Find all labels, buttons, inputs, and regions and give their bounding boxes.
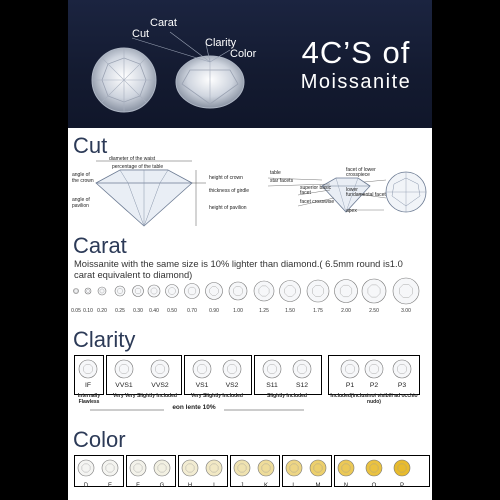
clarity-gem bbox=[393, 360, 411, 378]
cut-label-height-crown: height of crown bbox=[209, 175, 243, 181]
hero-label-color: Color bbox=[230, 48, 257, 60]
clarity-lens-line bbox=[68, 404, 432, 416]
clarity-note-included: Included(inclusinoi visibili ad occhio nudo) bbox=[330, 393, 418, 405]
clarity-grade-label: VS1 bbox=[195, 382, 209, 389]
color-gem bbox=[130, 460, 146, 476]
clarity-gem bbox=[193, 360, 211, 378]
color-grade-label: M bbox=[315, 483, 321, 489]
color-grade-label: L bbox=[292, 483, 296, 489]
color-gem bbox=[102, 460, 118, 476]
cut-label-table: table bbox=[270, 170, 281, 176]
carat-size-row bbox=[68, 275, 432, 315]
carat-gem bbox=[229, 282, 247, 300]
hero-title-line1: 4C’S of bbox=[301, 35, 411, 70]
color-gem bbox=[154, 460, 170, 476]
hero-banner bbox=[68, 0, 432, 128]
color-grade-label: O bbox=[371, 483, 377, 489]
cut-label-apex: apex bbox=[346, 208, 357, 214]
carat-size-label: 0.30 bbox=[133, 308, 143, 314]
carat-gem bbox=[185, 284, 200, 299]
carat-size-label: 0.20 bbox=[97, 308, 107, 314]
clarity-grade-label: VVS2 bbox=[151, 382, 169, 389]
carat-size-label: 2.50 bbox=[369, 308, 379, 314]
carat-description: Moissanite with the same size is 10% lighter than diamond.( 6.5mm round is1.0 carat equivalent to diamond) bbox=[74, 258, 403, 280]
carat-gem bbox=[362, 279, 386, 303]
clarity-grade-label: S11 bbox=[266, 382, 278, 389]
clarity-note-si: Slightly Included bbox=[266, 393, 307, 399]
clarity-title: Clarity bbox=[73, 327, 136, 352]
clarity-grade-label: S12 bbox=[295, 382, 309, 389]
hero-title bbox=[286, 36, 426, 94]
color-gem bbox=[78, 460, 94, 476]
color-grade-label: I bbox=[213, 483, 215, 489]
carat-title: Carat bbox=[73, 233, 127, 258]
clarity-gem bbox=[263, 360, 281, 378]
hero-label-clarity: Clarity bbox=[205, 37, 237, 49]
color-grade-label: P bbox=[399, 483, 405, 489]
color-gem bbox=[182, 460, 198, 476]
carat-gem bbox=[393, 278, 419, 304]
clarity-grade-label: IF bbox=[84, 382, 92, 389]
color-grade-label: J bbox=[240, 483, 244, 489]
cut-label-girdle: thickness of girdle bbox=[209, 188, 250, 194]
carat-gem bbox=[133, 286, 144, 297]
carat-gem bbox=[115, 286, 125, 296]
cut-label-angle-pavilion: angle of pavilion bbox=[72, 197, 90, 209]
clarity-gem bbox=[365, 360, 383, 378]
carat-gem bbox=[85, 288, 91, 294]
color-gem bbox=[394, 460, 410, 476]
color-gem-row bbox=[68, 455, 432, 489]
carat-size-label: 0.25 bbox=[115, 308, 125, 314]
hero-title-line2: Moissanite bbox=[300, 71, 412, 93]
clarity-grade-label: P3 bbox=[397, 382, 407, 389]
hero-label-carat: Carat bbox=[150, 17, 177, 29]
hero-label-cut: Cut bbox=[132, 28, 150, 40]
color-grade-label: G bbox=[159, 483, 165, 489]
cut-label-diameter: diameter of the waist bbox=[109, 156, 156, 162]
clarity-gem bbox=[223, 360, 241, 378]
carat-size-label: 1.50 bbox=[285, 308, 295, 314]
clarity-gem bbox=[79, 360, 97, 378]
color-gem bbox=[310, 460, 326, 476]
color-title: Color bbox=[73, 427, 126, 452]
carat-size-label: 1.00 bbox=[233, 308, 243, 314]
clarity-note-vs: Very Slightly Included bbox=[191, 393, 243, 399]
carat-size-label: 0.90 bbox=[209, 308, 219, 314]
clarity-gem bbox=[293, 360, 311, 378]
color-gem bbox=[338, 460, 354, 476]
color-grade-label: D bbox=[83, 483, 89, 489]
cut-label-facet-crosswise: facet crosswise bbox=[300, 199, 335, 205]
color-gem bbox=[258, 460, 274, 476]
carat-size-label: 2.00 bbox=[341, 308, 351, 314]
carat-gem bbox=[335, 280, 358, 303]
carat-size-label: 3.00 bbox=[401, 308, 411, 314]
color-grade-label: F bbox=[136, 483, 140, 489]
color-grade-label: N bbox=[343, 483, 349, 489]
color-gem bbox=[286, 460, 302, 476]
carat-gem bbox=[206, 283, 223, 300]
clarity-gem bbox=[151, 360, 169, 378]
clarity-grade-label: P1 bbox=[345, 382, 355, 389]
color-grade-label: E bbox=[107, 483, 113, 489]
clarity-lens-label: eon lente 10% bbox=[172, 404, 216, 411]
color-gem bbox=[234, 460, 250, 476]
color-gem bbox=[366, 460, 382, 476]
carat-size-label: 1.25 bbox=[259, 308, 269, 314]
clarity-grade-label: P2 bbox=[369, 382, 379, 389]
color-grade-label: K bbox=[263, 483, 269, 489]
clarity-gem bbox=[115, 360, 133, 378]
cut-label-angle-crown: angle of the crown bbox=[72, 172, 94, 184]
cut-label-lower-fundamental: lower fundamental facet bbox=[346, 187, 386, 198]
carat-gem bbox=[148, 285, 160, 297]
carat-size-label: 0.50 bbox=[167, 308, 177, 314]
cut-label-superior-facet: superior basic facet bbox=[300, 185, 332, 196]
cut-label-height-pavilion: height of pavilion bbox=[209, 205, 247, 211]
cut-label-table-pct: percentage of the table bbox=[112, 164, 164, 170]
clarity-gem-row bbox=[68, 355, 432, 395]
carat-gem bbox=[74, 289, 79, 294]
color-gem bbox=[206, 460, 222, 476]
clarity-grade-label: VS2 bbox=[225, 382, 239, 389]
carat-gem bbox=[166, 285, 179, 298]
carat-size-label: 1.75 bbox=[313, 308, 323, 314]
infographic-panel bbox=[68, 0, 432, 500]
carat-gem bbox=[98, 287, 106, 295]
clarity-gem bbox=[341, 360, 359, 378]
carat-gem bbox=[307, 280, 329, 302]
cut-title: Cut bbox=[73, 133, 108, 158]
clarity-note-flawless: Internally Flawless bbox=[77, 393, 101, 405]
carat-size-label: 0.40 bbox=[149, 308, 159, 314]
clarity-grade-label: VVS1 bbox=[115, 382, 133, 389]
carat-gem bbox=[280, 281, 301, 302]
cut-label-star-facets: star facets bbox=[270, 178, 294, 184]
carat-size-label: 0.05 bbox=[71, 308, 81, 314]
carat-size-label: 0.70 bbox=[187, 308, 197, 314]
carat-size-label: 0.10 bbox=[83, 308, 93, 314]
color-grade-label: H bbox=[187, 483, 193, 489]
clarity-note-vvs: Very Very Slightly Included bbox=[113, 393, 177, 399]
carat-gem bbox=[254, 281, 274, 301]
cut-label-lower-crosspiece: facet of lower crosspiece bbox=[346, 167, 376, 178]
